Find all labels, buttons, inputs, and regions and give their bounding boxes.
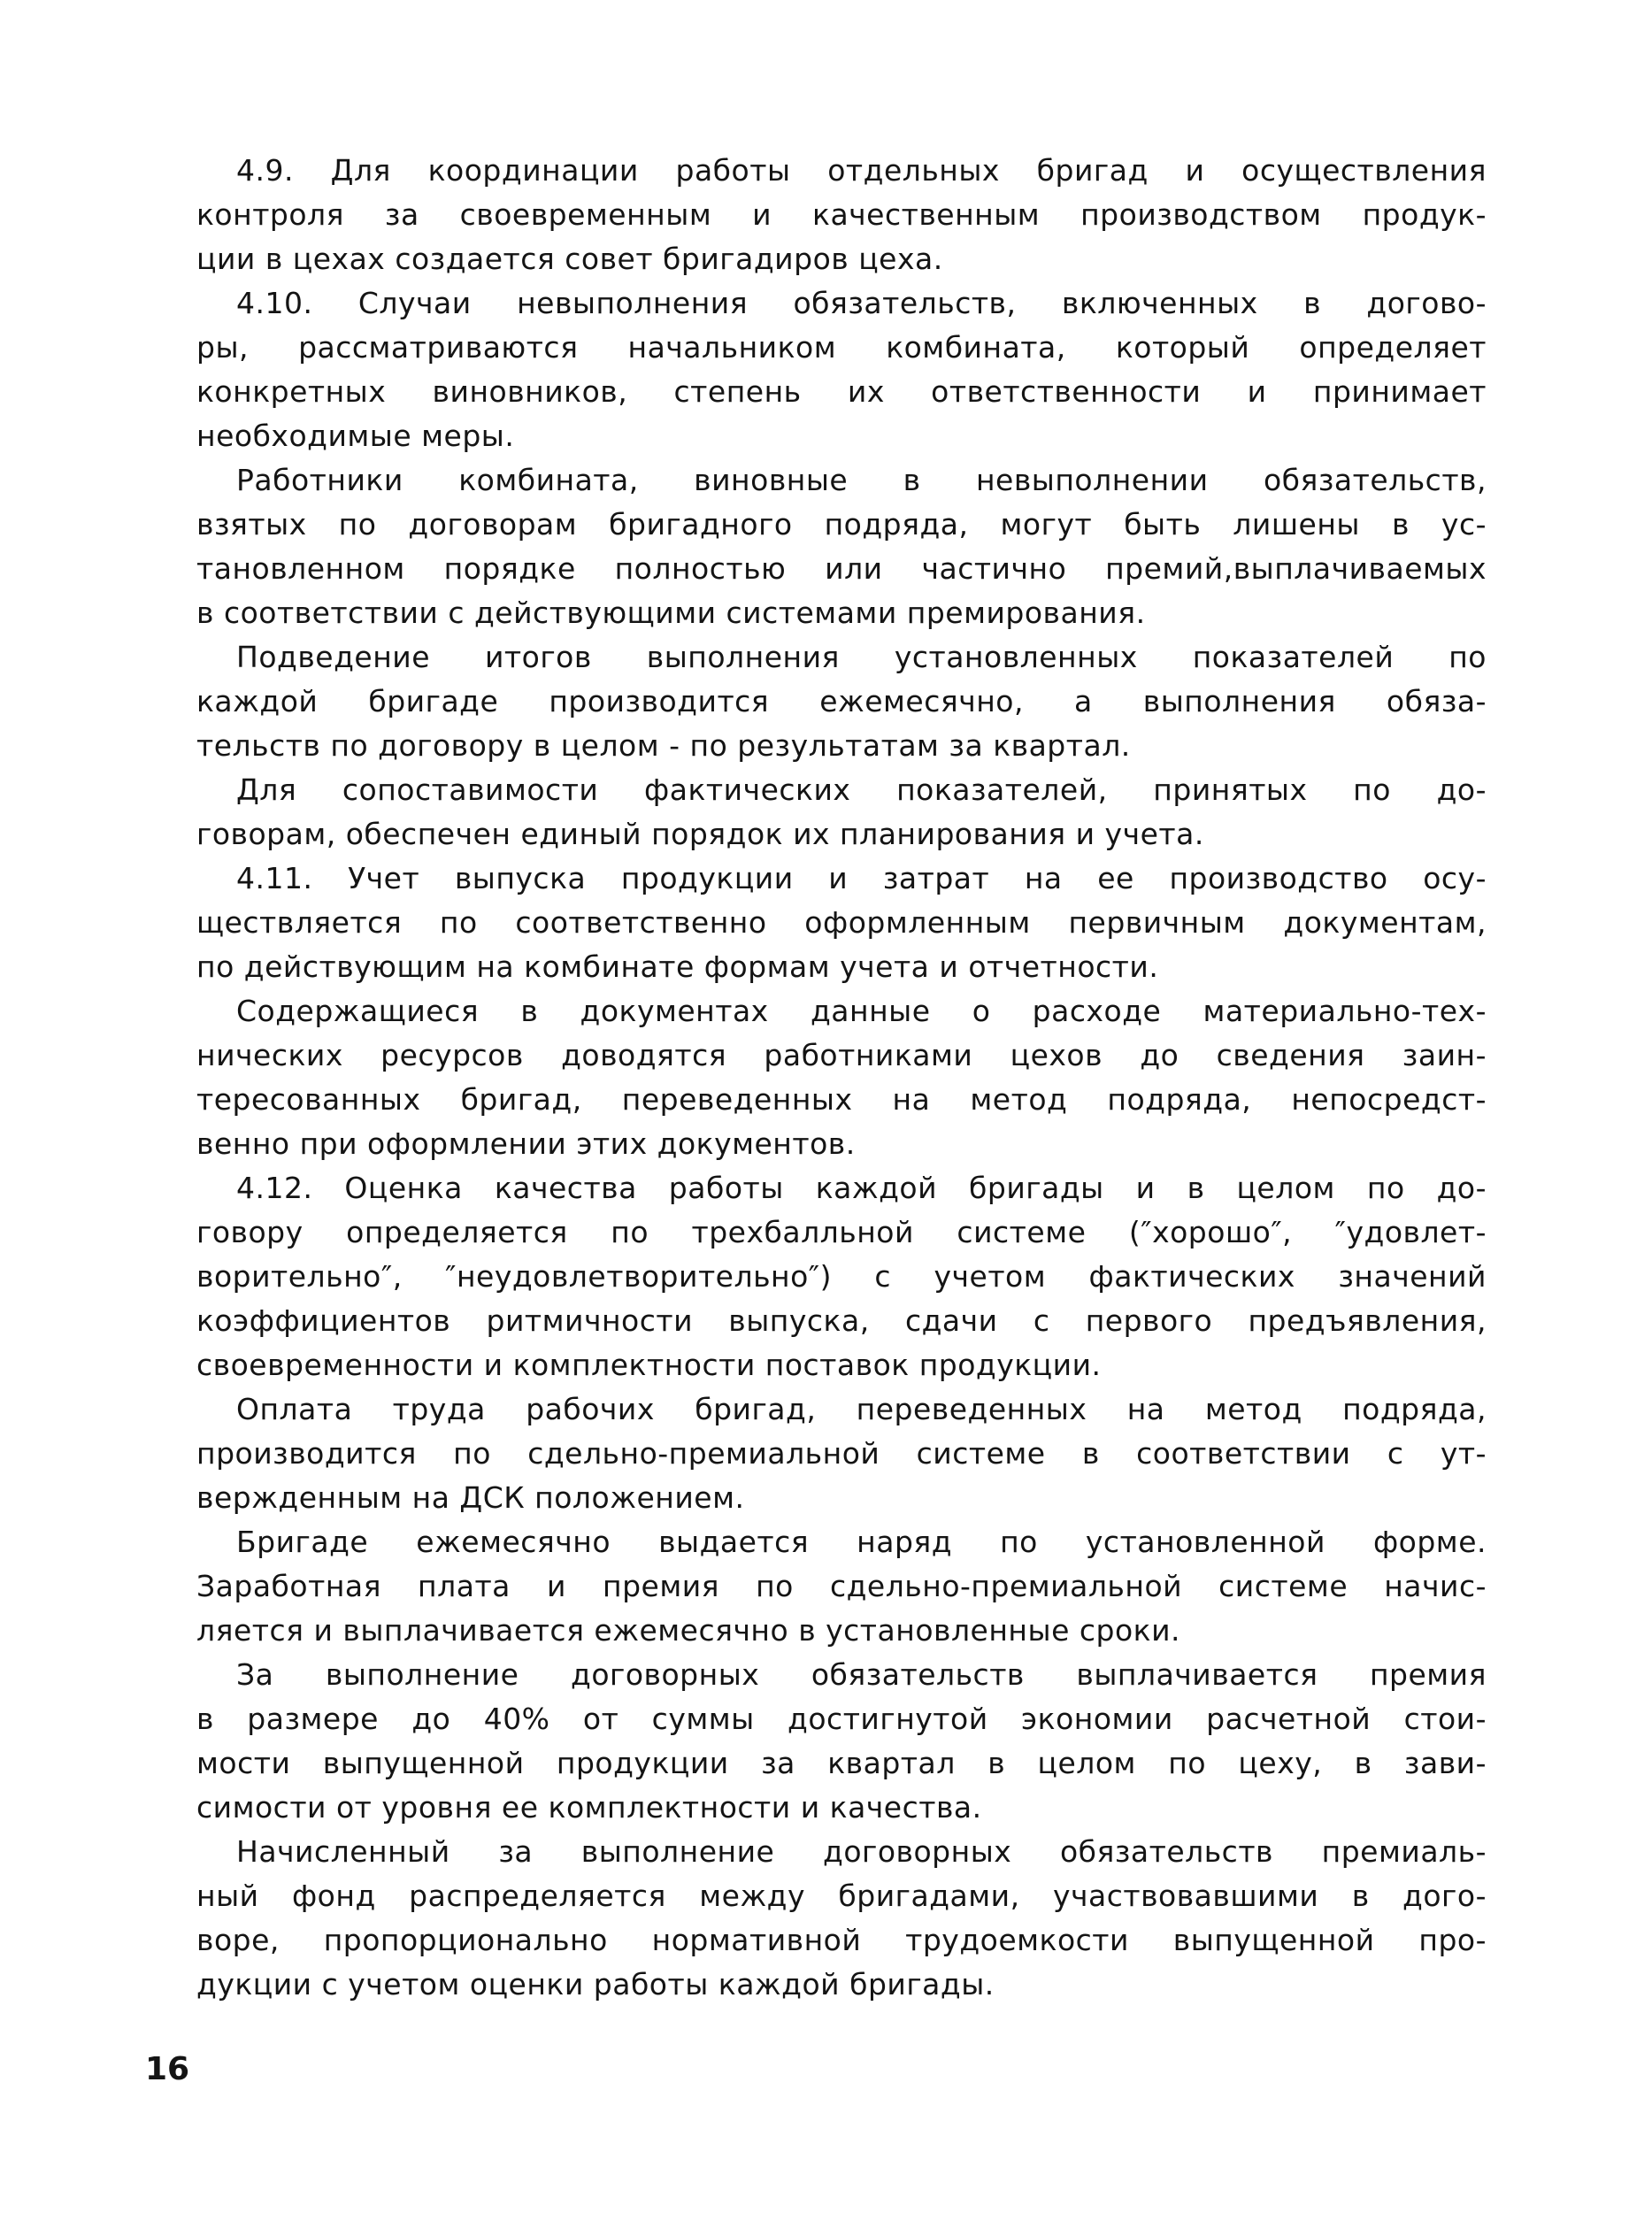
text-line: говору определяется по трехбалльной системе (″хорошо″, ″удовлет- — [196, 1215, 1487, 1249]
document-body — [196, 149, 1487, 2007]
paragraph — [196, 1830, 1487, 2007]
text-line: конкретных виновников, степень их ответственности и принимает — [196, 374, 1487, 409]
text-line: ции в цехах создается совет бригадиров цеха. — [196, 242, 943, 276]
text-line: тельств по договору в целом - по результатам за квартал. — [196, 728, 1131, 763]
text-line: Заработная плата и премия по сдельно-премиальной системе начис- — [196, 1569, 1487, 1603]
text-line: 4.9. Для координации работы отдельных бригад и осуществления — [236, 153, 1487, 188]
text-line: ры, рассматриваются начальником комбината, который определяет — [196, 330, 1487, 365]
text-line: За выполнение договорных обязательств выплачивается премия — [236, 1657, 1487, 1692]
paragraph — [196, 768, 1487, 857]
text-line: взятых по договорам бригадного подряда, могут быть лишены в ус- — [196, 507, 1487, 542]
paragraph — [196, 857, 1487, 989]
text-line: по действующим на комбинате формам учета и отчетности. — [196, 949, 1159, 984]
paragraph — [196, 149, 1487, 281]
text-line: своевременности и комплектности поставок продукции. — [196, 1348, 1102, 1382]
text-line: в размере до 40% от суммы достигнутой экономии расчетной стои- — [196, 1702, 1487, 1736]
page-number: 16 — [145, 2051, 190, 2087]
text-line: Подведение итогов выполнения установленных показателей по — [236, 640, 1487, 674]
paragraph — [196, 635, 1487, 768]
text-line: 4.10. Случаи невыполнения обязательств, включенных в догово- — [236, 286, 1487, 320]
text-line: вержденным на ДСК положением. — [196, 1480, 745, 1515]
text-line: коэффициентов ритмичности выпуска, сдачи с первого предъявления, — [196, 1303, 1487, 1338]
paragraph — [196, 989, 1487, 1166]
paragraph — [196, 1653, 1487, 1830]
text-line: 4.12. Оценка качества работы каждой бригады и в целом по до- — [236, 1171, 1487, 1205]
paragraph — [196, 1387, 1487, 1520]
text-line: Оплата труда рабочих бригад, переведенных на метод подряда, — [236, 1392, 1487, 1426]
text-line: ляется и выплачивается ежемесячно в установленные сроки. — [196, 1613, 1181, 1648]
paragraph — [196, 1520, 1487, 1653]
text-line: нических ресурсов доводятся работниками цехов до сведения заин- — [196, 1038, 1487, 1072]
text-line: Для сопоставимости фактических показателей, принятых по до- — [236, 772, 1487, 807]
text-line: мости выпущенной продукции за квартал в целом по цеху, в зави- — [196, 1746, 1487, 1780]
text-line: воре, пропорционально нормативной трудоемкости выпущенной про- — [196, 1923, 1487, 1957]
text-line: ществляется по соответственно оформленным первичным документам, — [196, 905, 1487, 940]
text-line: ный фонд распределяется между бригадами, участвовавшими в дого- — [196, 1879, 1487, 1913]
text-line: говорам, обеспечен единый порядок их планирования и учета. — [196, 817, 1204, 851]
text-line: Содержащиеся в документах данные о расходе материально-тех- — [236, 994, 1487, 1028]
text-line: дукции с учетом оценки работы каждой бригады. — [196, 1967, 995, 2002]
text-line: в соответствии с действующими системами премирования. — [196, 595, 1146, 630]
text-line: тановленном порядке полностью или частично премий,выплачиваемых — [196, 551, 1487, 586]
paragraph — [196, 1166, 1487, 1387]
paragraph — [196, 458, 1487, 635]
text-line: симости от уровня ее комплектности и качества. — [196, 1790, 982, 1825]
text-line: производится по сдельно-премиальной системе в соответствии с ут- — [196, 1436, 1487, 1471]
text-line: 4.11. Учет выпуска продукции и затрат на ее производство осу- — [236, 861, 1487, 895]
text-line: необходимые меры. — [196, 419, 515, 453]
text-line: Начисленный за выполнение договорных обязательств премиаль- — [236, 1834, 1487, 1869]
text-line: ворительно″, ″неудовлетворительно″) с учетом фактических значений — [196, 1259, 1487, 1294]
paragraph — [196, 281, 1487, 458]
text-line: каждой бригаде производится ежемесячно, а выполнения обяза- — [196, 684, 1487, 718]
text-line: Работники комбината, виновные в невыполнении обязательств, — [236, 463, 1487, 497]
text-line: контроля за своевременным и качественным производством продук- — [196, 197, 1487, 232]
text-line: венно при оформлении этих документов. — [196, 1126, 856, 1161]
text-line: тересованных бригад, переведенных на метод подряда, непосредст- — [196, 1082, 1487, 1117]
text-line: Бригаде ежемесячно выдается наряд по установленной форме. — [236, 1525, 1487, 1559]
